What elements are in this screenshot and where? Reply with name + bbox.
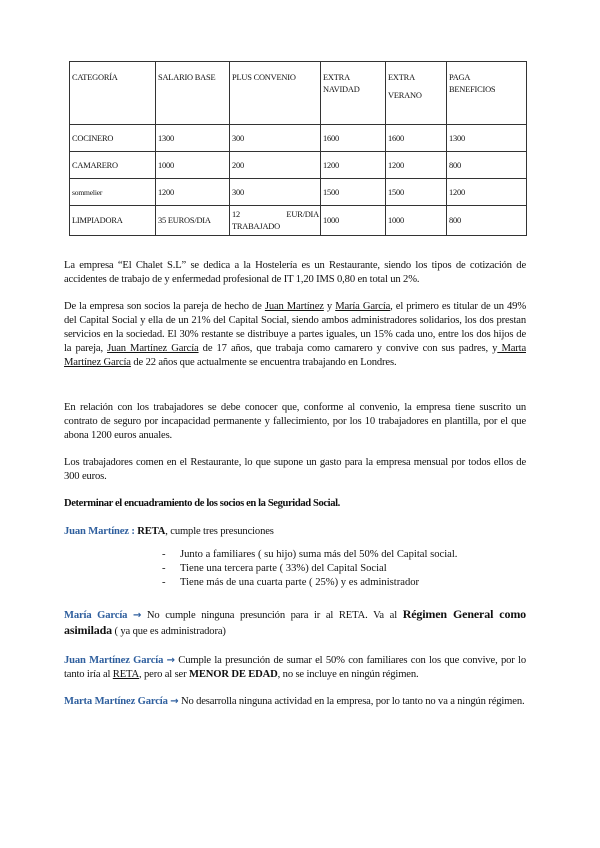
arrow-icon: → — [170, 696, 179, 707]
table-cell: LIMPIADORA — [70, 206, 156, 236]
table-row — [70, 152, 527, 179]
header-cell: SALARIO BASE — [156, 62, 230, 125]
table-cell: 1600 — [386, 125, 447, 152]
table-cell: 300 — [230, 179, 321, 206]
salary-table — [69, 61, 527, 236]
list-item: - Tiene una tercera parte ( 33%) del Capital Social — [162, 562, 457, 576]
answer-maria: María García → No cumple ninguna presunción para ir al RETA. Va al Régimen General como asimilada ( ya que es administradora) — [64, 607, 527, 637]
header-cell: EXTRA VERANO — [386, 62, 447, 125]
partner-name: María García — [335, 301, 391, 312]
table-cell: 1200 — [386, 152, 447, 179]
table-cell: 1300 — [156, 125, 230, 152]
answer-juan: Juan Martínez : RETA, cumple tres presunciones — [64, 526, 274, 537]
header-cell: PAGA BENEFICIOS — [447, 62, 527, 125]
paragraph-partners: De la empresa son socios la pareja de hecho de Juan Martínez y María García, el primero es titular de un 49% del Capital Social y ella de un 21% del Capital Social, siendo ambos administradores solidarios, los dos prestan servicios en la sociedad. El 30% restante se distribuye a partes iguales, un 15% cada uno, entre los dos hijos de la pareja, Juan Martínez García de 17 años, que trabaja como camarero y convive con sus padres, y Marta Martínez García de 22 años que actualmente se encuentra trabajando en Londres. — [64, 301, 526, 368]
table-cell: 200 — [230, 152, 321, 179]
arrow-icon: → — [132, 610, 142, 621]
table-cell: sommelier — [70, 179, 156, 206]
header-cell: PLUS CONVENIO — [230, 62, 321, 125]
arrow-icon: → — [166, 655, 175, 666]
table-cell: 800 — [447, 152, 527, 179]
partner-name: Juan Martínez García — [107, 343, 199, 354]
table-cell: 1200 — [156, 179, 230, 206]
answer-juan-hijo: Juan Martínez García → Cumple la presunción de sumar el 50% con familiares con los que convive, por lo tanto iría al RETA, pero al ser MENOR DE EDAD, no se incluye en ningún régimen. — [64, 655, 526, 680]
table-cell: 1500 — [321, 179, 386, 206]
table-cell: 1000 — [321, 206, 386, 236]
table-row — [70, 179, 527, 206]
table-cell: CAMARERO — [70, 152, 156, 179]
paragraph-meals: Los trabajadores comen en el Restaurante, lo que supone un gasto para la empresa mensual por todos ellos de 300 euros. — [64, 457, 526, 482]
paragraph-insurance: En relación con los trabajadores se debe conocer que, conforme al convenio, la empresa tiene suscrito un contrato de seguro por incapacidad permanente y fallecimiento, por los 10 trabajadores en plantilla, por el que abona 1200 euros anuales. — [64, 402, 526, 441]
table-cell: 1000 — [156, 152, 230, 179]
table-cell: 1000 — [386, 206, 447, 236]
table-cell: 1600 — [321, 125, 386, 152]
header-cell: EXTRA NAVIDAD — [321, 62, 386, 125]
header-cell: CATEGORÍA — [70, 62, 156, 125]
partner-name: Marta Martínez García — [64, 343, 526, 368]
list-item: - Tiene más de una cuarta parte ( 25%) y es administrador — [162, 576, 457, 590]
table-cell: 1200 — [447, 179, 527, 206]
table-header-row — [70, 62, 527, 125]
table-cell: 12 EUR/DIA TRABAJADO — [230, 206, 321, 236]
answer-marta: Marta Martínez García → No desarrolla ninguna actividad en la empresa, por lo tanto no va a ningún régimen. — [64, 696, 525, 707]
table-cell: 1200 — [321, 152, 386, 179]
table-cell: COCINERO — [70, 125, 156, 152]
question-heading: Determinar el encuadramiento de los socios en la Seguridad Social. — [64, 498, 340, 509]
table-cell: 800 — [447, 206, 527, 236]
presumptions-list — [162, 548, 457, 590]
table-cell: 35 EUROS/DIA — [156, 206, 230, 236]
paragraph-company: La empresa “El Chalet S.L” se dedica a la Hostelería es un Restaurante, siendo los tipos de cotización de accidentes de trabajo de y enfermedad profesional de IT 1,20 IMS 0,80 en total un 2%. — [64, 260, 526, 285]
table-row — [70, 206, 527, 236]
partner-name: Juan Martínez — [264, 301, 324, 312]
list-item: - Junto a familiares ( su hijo) suma más del 50% del Capital social. — [162, 548, 457, 562]
table-row — [70, 125, 527, 152]
table-cell: 300 — [230, 125, 321, 152]
table-cell: 1300 — [447, 125, 527, 152]
table-cell: 1500 — [386, 179, 447, 206]
